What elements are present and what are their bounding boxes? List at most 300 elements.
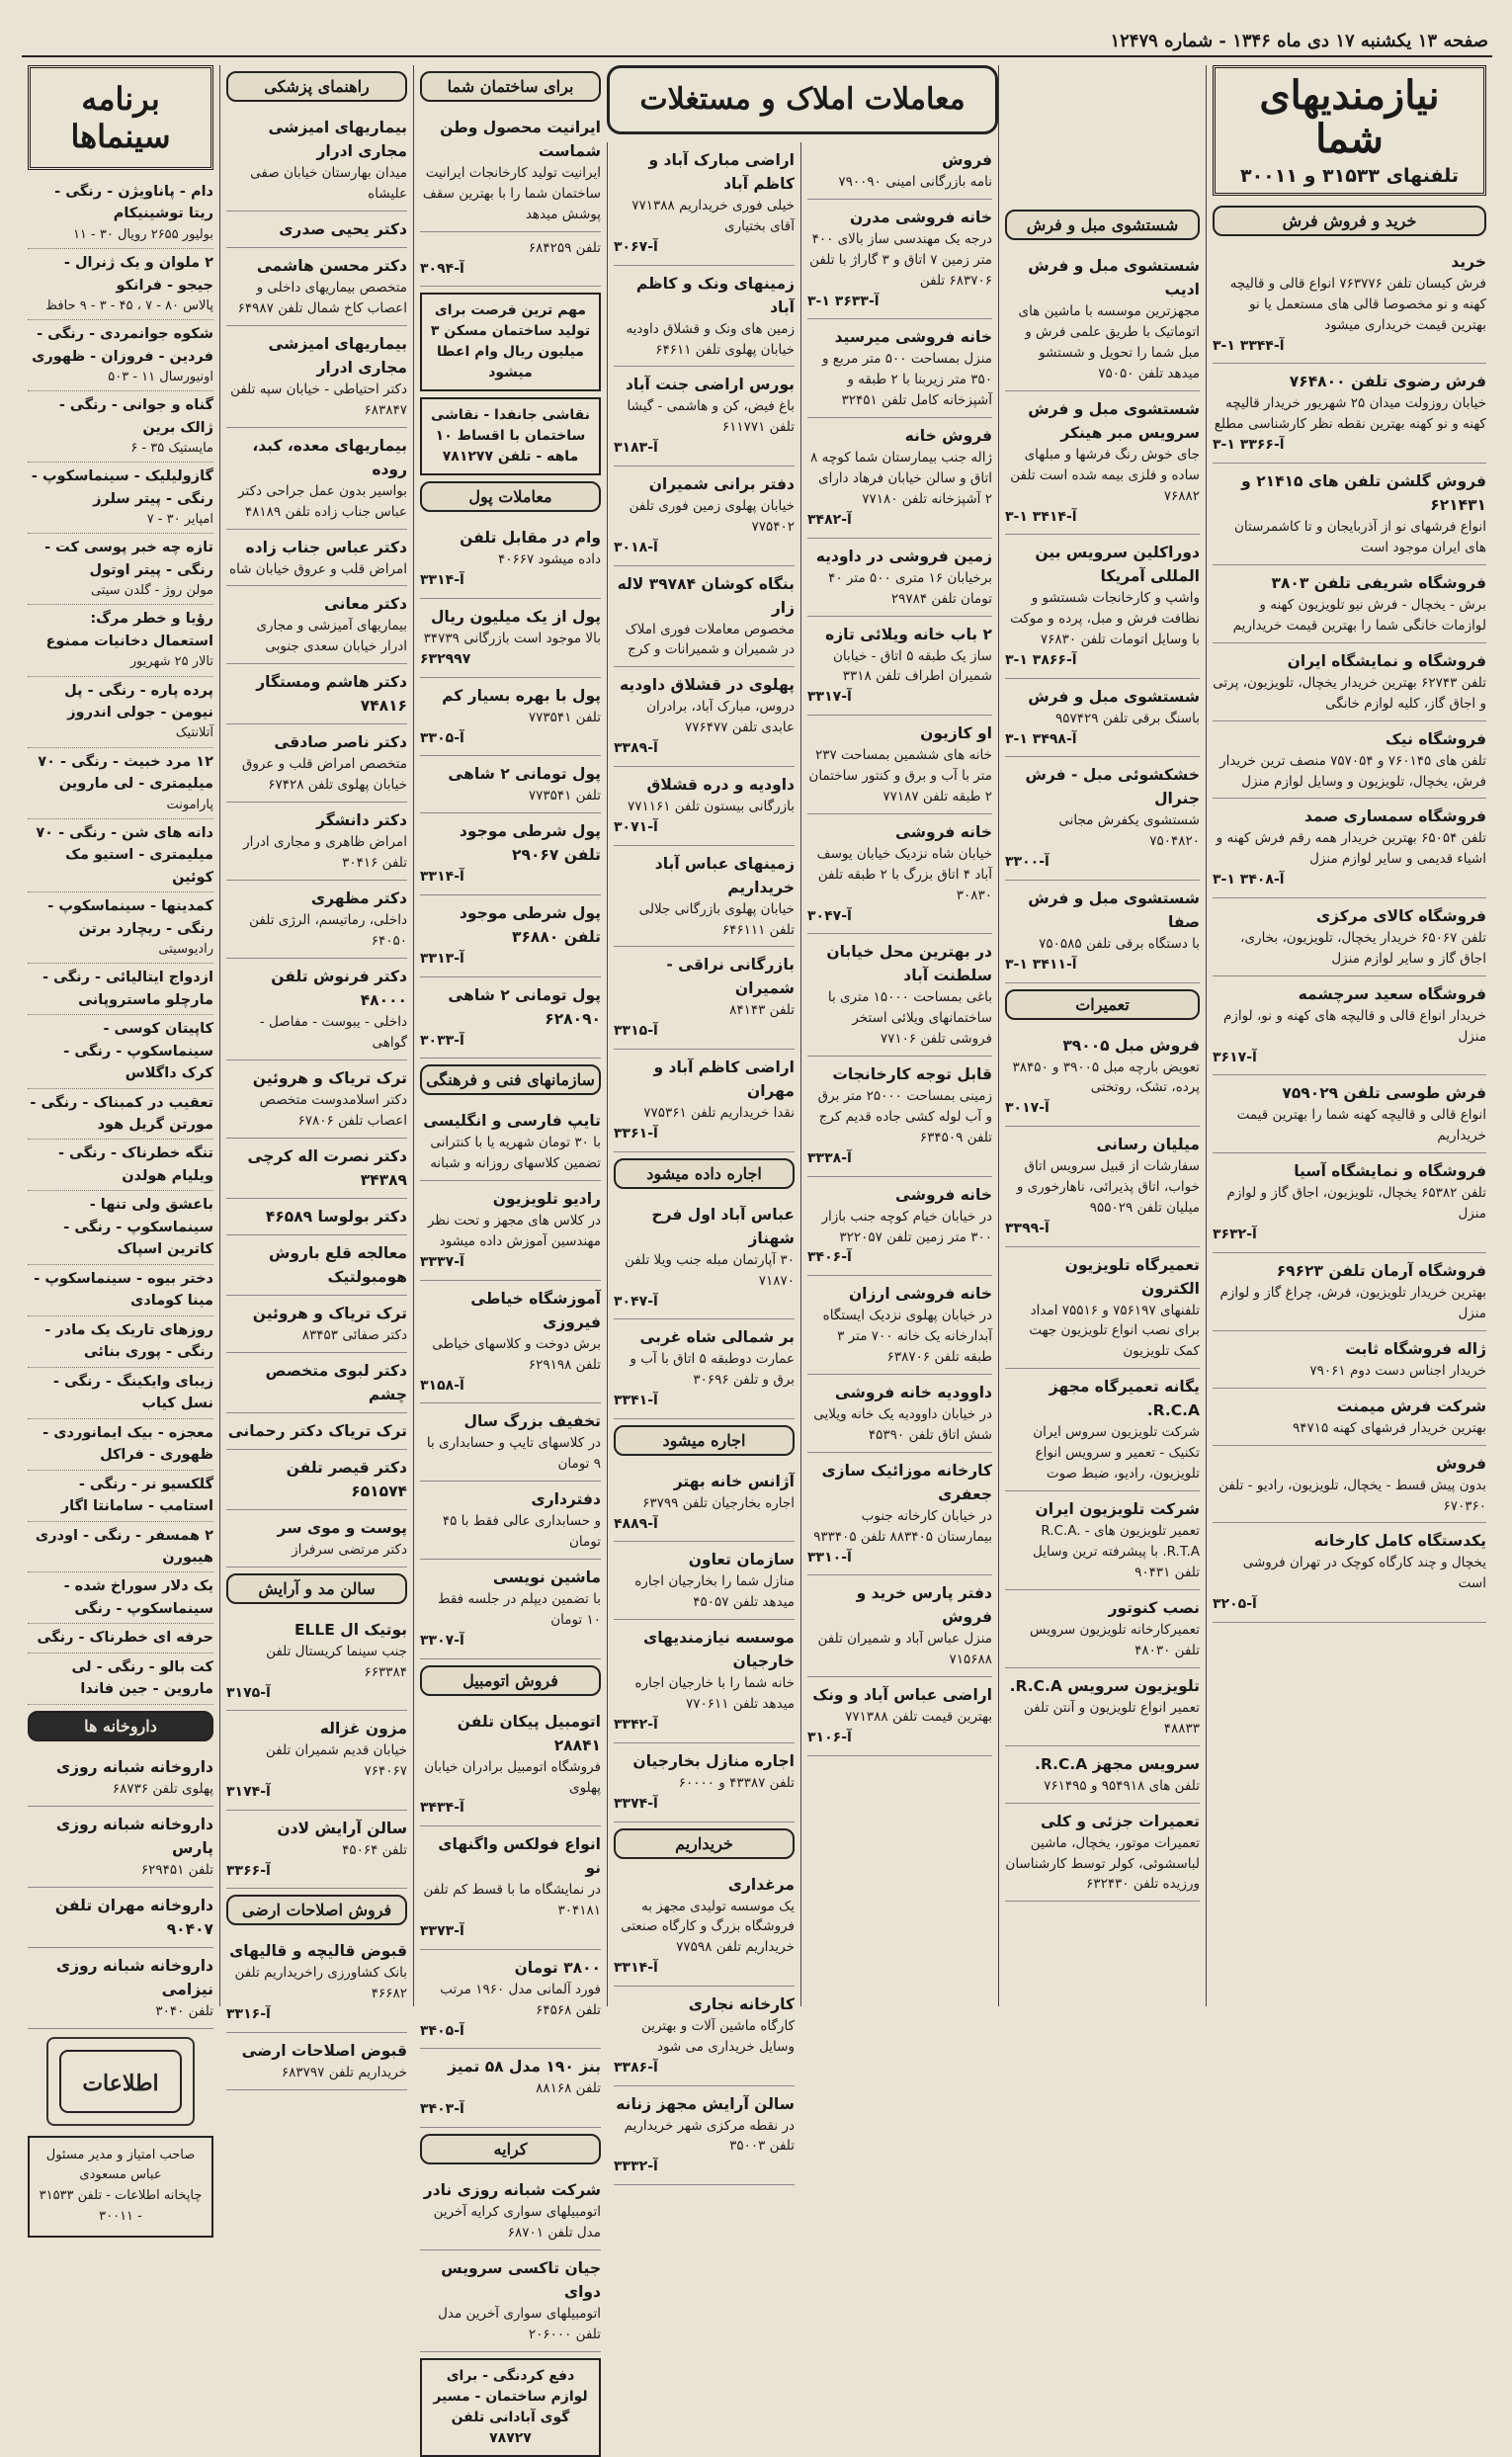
- ad-footer-code: آ-۳۳۳۸: [807, 1149, 852, 1166]
- ad-title: بنز ۱۹۰ مدل ۵۸ تمیز: [448, 2058, 601, 2076]
- ad-title: خانه فروشی: [895, 1185, 992, 1204]
- ad-title: دکتر یحیی صدری: [279, 219, 407, 238]
- ad-footer-code: آ-۳۰۳۳: [420, 1032, 464, 1049]
- classified-ad: [614, 266, 795, 368]
- classified-ad: [1213, 364, 1486, 464]
- ad-title: ترک تریاک دکتر رحمانی: [227, 1421, 407, 1440]
- ad-list: [614, 1464, 795, 1822]
- ad-footer-code: آ-۳۰۴۷: [614, 1293, 658, 1310]
- classified-ad: [1005, 1746, 1200, 1804]
- ad-footer-code: آ-۳۳۴۲: [614, 1717, 658, 1734]
- classified-ad: [420, 2250, 601, 2352]
- ad-body: تالار ۲۵ شهریور: [129, 654, 213, 670]
- ad-title: بورس اراضی جنت آباد: [625, 376, 795, 394]
- ad-title: فروش مبل ۳۹۰۰۵: [1062, 1036, 1200, 1055]
- classified-ad: [614, 1620, 795, 1743]
- classified-ad: [807, 814, 992, 934]
- ad-body: تلفن ۶۵۰۶۷ خریدار یخچال، تلویزیون، بخاری، اجاق گاز و سایر لوازم منزل: [1240, 930, 1486, 967]
- ad-title: پول با بهره بسیار کم: [442, 686, 601, 705]
- classified-ad: [807, 1177, 992, 1277]
- ad-title: معالجه قلع باروش هومبولتیک: [269, 1243, 407, 1286]
- ad-body: منزل عباس آباد و شمیران تلفن ۷۱۵۶۸۸: [817, 1631, 992, 1668]
- classified-ad: [807, 142, 992, 200]
- column-land-rent: [607, 142, 800, 2175]
- classified-ad: [420, 2049, 601, 2128]
- ad-title: سالن آرایش مجهز زنانه: [616, 2094, 795, 2113]
- ad-title: شرکت فرش میمنت: [1336, 1397, 1486, 1415]
- ad-body: برش دوخت و کلاسهای خیاطی تلفن ۶۲۹۱۹۸: [432, 1335, 601, 1373]
- classified-ad: [226, 212, 407, 248]
- ad-footer-code: آ-۳۱۰۶: [807, 1730, 852, 1746]
- ad-title: مزون غزاله: [319, 1720, 407, 1738]
- ad-body: اتومبیلهای سواری کرایه آخرین مدل تلفن ۶۸۷۰۱: [433, 2203, 601, 2241]
- ad-body: در خیابان خیام کوچه جنب بازار ۳۰۰ متر زمین تلفن ۳۲۲۰۵۷: [821, 1208, 992, 1245]
- ad-body: سفارشات از قبیل سرویس اتاق خواب، اتاق پذیرائی، ناهارخوری و میلیان تلفن ۹۵۵۰۲۹: [1016, 1158, 1200, 1216]
- classified-ad: [1005, 679, 1200, 758]
- classified-ad: [226, 428, 407, 530]
- ad-body: خیابان قدیم شمیران تلفن ۷۶۴۰۶۷: [265, 1742, 407, 1780]
- classified-ad: [1213, 898, 1486, 976]
- ad-body: خیابان پهلوی زمین فوری تلفن ۷۷۵۴۰۲: [629, 498, 795, 535]
- classified-ad: [614, 767, 795, 846]
- classified-ad: [226, 110, 407, 212]
- classified-ad: [1005, 391, 1200, 535]
- ad-title: شستشوی مبل و فرش ادیب: [1028, 257, 1200, 299]
- classified-ad: [807, 1575, 992, 1677]
- ad-body: در خیابان داوودیه یک خانه ویلایی شش اتاق تلفن ۴۵۳۹۰: [813, 1405, 992, 1443]
- ad-footer-code: آ-۳۳۰۷: [420, 1632, 464, 1649]
- ad-body: بواسیر بدون عمل جراحی دکتر عباس جناب زاده تلفن ۴۸۱۸۹: [238, 482, 407, 520]
- ad-title: کت بالو - رنگی - لی ماروین - جین فاندا: [71, 1658, 213, 1698]
- ad-footer-code: آ-۳۶۳۲: [1213, 1227, 1257, 1243]
- ad-title: فروشگاه سمساری صمد: [1303, 807, 1486, 826]
- section-header-rent-wanted: اجاره میشود: [614, 1425, 795, 1456]
- ad-footer-code: آ-۳۳۸۶: [614, 2059, 658, 2076]
- ad-body: خریدار اجناس دست دوم ۷۹۰۶۱: [1309, 1362, 1486, 1379]
- classified-ad: [420, 1482, 601, 1560]
- ad-footer-code: آ-۳۱۸۳: [614, 440, 658, 457]
- ad-body: ساز یک طبقه ۵ اتاق - خیابان شمیران اطراف تلفن ۳۳۱۸: [833, 647, 992, 685]
- ad-body: با تضمین دیپلم در جلسه فقط ۱۰ تومان: [438, 1591, 601, 1628]
- column-cinema: [22, 65, 219, 2225]
- classified-ad: [614, 1319, 795, 1419]
- classified-ad: [226, 664, 407, 724]
- cinema-listing: [28, 1624, 213, 1652]
- ad-title: ۲ همسفر - رنگی - اودری هیبورن: [35, 1527, 213, 1566]
- ad-title: شرکت تلویزیون ایران: [1035, 1500, 1200, 1519]
- ad-body: جنب سینما کریستال تلفن ۶۶۳۳۸۴: [266, 1643, 407, 1680]
- classified-ad: [807, 1276, 992, 1375]
- ad-footer-code: آ-۳۱۷۵: [226, 1684, 271, 1701]
- cinema-listing: [28, 1191, 213, 1264]
- ad-body: مجهزترین موسسه با ماشین های اتوماتیک با طریق علمی فرش و مبل شما را تحویل و شستشو میدهد تلفن ۷۵۰۵۰: [1018, 303, 1200, 381]
- ad-title: پوست و موی سر: [277, 1518, 407, 1537]
- ad-body: تلفن ۴۵۰۶۴: [342, 1841, 407, 1858]
- ad-body: زمین های ونک و قشلاق داودیه خیابان پهلوی تلفن ۶۴۶۱۱: [626, 320, 795, 358]
- classified-ad: [1213, 799, 1486, 898]
- ad-title: ماشین نویسی: [492, 1568, 601, 1587]
- column-cleaning: [998, 65, 1206, 2006]
- cinema-listing: [28, 748, 213, 819]
- ad-title: تعمیرگاه تلویزیون الکترون: [1064, 1255, 1200, 1298]
- classified-ad: [420, 110, 601, 232]
- ad-title: دکتر هاشم ومستگار ۷۴۸۱۶: [256, 673, 407, 716]
- ad-body: برخیابان ۱۶ متری ۵۰۰ متر ۴۰ تومان تلفن ۲۹۷۸۴: [828, 569, 992, 607]
- ad-title: زمینهای ونک و کاظم آباد: [635, 274, 795, 316]
- folio-text: صفحه ۱۳ یکشنبه ۱۷ دی ماه ۱۳۴۶ - شماره ۱۲۴۷۹: [1110, 31, 1488, 51]
- classified-ad: [420, 1950, 601, 2050]
- ad-body: انواع فرشهای نو از آذربایجان و تا کاشمرستان های ایران موجود است: [1233, 519, 1486, 555]
- ad-title: پول شرطی موجود تلفن ۳۶۸۸۰: [459, 903, 601, 946]
- ad-title: دام - پاناویژن - رنگی - ریتا توشینیکام: [54, 184, 213, 222]
- classified-ad: [28, 1807, 213, 1888]
- ad-title: فرش طوسی تلفن ۷۵۹۰۲۹: [1282, 1084, 1486, 1103]
- classified-ad: [226, 326, 407, 428]
- classified-ad: [614, 1050, 795, 1152]
- ad-title: داروخانه شبانه روزی: [55, 1757, 213, 1776]
- ad-title: فروشگاه نیک: [1385, 729, 1486, 748]
- classified-ad: [614, 466, 795, 566]
- ad-body: اونیورسال ۱۱ - ۵۰۳: [108, 370, 213, 385]
- ad-title: اجاره منازل بخارجیان: [632, 1751, 795, 1770]
- ad-body: دکتر احتیاطی - خیابان سپه تلفن ۶۸۳۸۴۷: [230, 381, 407, 418]
- classified-ad: [420, 1403, 601, 1482]
- ad-title: خشکشوئی مبل - فرش جنرال: [1025, 766, 1200, 808]
- ad-body: منزل بمساحت ۵۰۰ متر مربع و ۳۵۰ متر زیربنا با ۲ طبقه و آشپزخانه کامل تلفن ۳۲۴۵۱: [821, 351, 992, 409]
- ad-title: خانه فروشی میرسید: [834, 328, 992, 347]
- section-header-cleaning: شستشوی مبل و فرش: [1005, 210, 1200, 240]
- ad-body: تلفن ۶۲۷۴۳ بهترین خریدار یخچال، تلویزیون، پرتی و اجاق گاز، کلیه لوازم خانگی: [1213, 674, 1486, 712]
- ad-footer-code: آ-۳۳۰۵: [420, 729, 464, 746]
- classified-ad: [614, 947, 795, 1050]
- ad-title: گازولیلیک - سینماسکوپ - رنگی - پیتر سلرز: [31, 468, 213, 507]
- ad-footer-code: آ-۳۴۳۴: [420, 1800, 464, 1817]
- ad-title: اراضی عباس آباد و ونک: [812, 1686, 992, 1705]
- cinema-listing: [28, 1368, 213, 1419]
- ad-title: سالن آرایش لادن: [277, 1819, 407, 1837]
- ad-title: دکتر محسن هاشمی: [256, 256, 407, 275]
- ad-list: [420, 1103, 601, 1658]
- ad-title: ۳۸۰۰ تومان: [514, 1958, 601, 1977]
- ad-body: خانه های ششمین بمساحت ۲۳۷ متر با آب و برق و کنتور ساختمان ۲ طبقه تلفن ۷۷۱۸۷: [808, 747, 992, 805]
- ad-title: اراضی مبارک آباد و کاظم آباد: [648, 151, 795, 194]
- ad-footer-code: آ-۳۳۸۹: [614, 740, 658, 757]
- ad-footer-code: آ-۳۳۱۴: [420, 869, 464, 886]
- ad-body: در کلاسهای تایپ و حسابداری با ۹ تومان: [426, 1435, 601, 1473]
- ad-footer-code: آ-۳۳۶۶: [226, 1862, 271, 1879]
- owner-line: صاحب امتیاز و مدیر مسئول عباس مسعودی: [45, 2147, 196, 2183]
- ad-title: تایپ فارسی و انگلیسی: [423, 1112, 601, 1131]
- ad-title: زیبای وایکینگ - رنگی - نسل کیاب: [52, 1373, 213, 1412]
- ad-body: امپایر ۳۰ - ۷: [146, 512, 213, 528]
- ad-body: ژاله جنب بیمارستان شما کوچه ۸ اتاق و سالن خیابان فرهاد دارای ۲ آشپزخانه تلفن ۷۷۱۸۰: [810, 450, 992, 508]
- classified-ad: [1005, 1804, 1200, 1903]
- section-header-money: معاملات پول: [420, 481, 601, 512]
- classified-ad: [614, 1987, 795, 2086]
- ad-title: ترک تریاک و هروئین: [252, 1068, 407, 1087]
- classified-ad: [420, 678, 601, 757]
- ad-title: فرش رضوی تلفن ۷۶۴۸۰۰: [1289, 373, 1486, 391]
- ad-title: کارخانه موزائیک سازی جعفری: [821, 1461, 992, 1503]
- ad-body: مایستیک ۳۵ - ۶: [130, 441, 213, 457]
- ad-list: [420, 520, 601, 1059]
- classified-ad: [1213, 1446, 1486, 1524]
- ad-title: داروخانه مهران تلفن ۹۰۴۰۷: [54, 1896, 213, 1938]
- ad-footer-code: آ-۳۳۰۰: [1005, 854, 1050, 871]
- ad-body: آتلانتیک: [175, 725, 213, 741]
- ad-body: اتومبیلهای سواری آخرین مدل تلفن ۲۰۶۰۰۰: [438, 2305, 601, 2342]
- ad-title: بنگاه کوشان ۳۹۷۸۴ لاله زار: [617, 574, 795, 617]
- ad-footer-code: آ-۳۰۷۱: [614, 818, 658, 835]
- cinema-listing: [28, 1089, 213, 1141]
- cinema-listing: [28, 534, 213, 605]
- ad-footer-code: آ-۳۱۷۴: [226, 1784, 271, 1801]
- ad-body: خیابان شاه نزدیک خیابان یوسف آباد ۴ اتاق بزرگ با ۲ طبقه تلفن ۳۰۸۳۰: [816, 845, 992, 903]
- ad-body: زمینی بمساحت ۲۵۰۰۰ متر برق و آب لوله کشی جاده قدیم کرج تلفن ۶۳۴۵۰۹: [817, 1088, 992, 1145]
- ad-footer-code: آ-۳۰۱۸: [614, 539, 658, 555]
- ad-title: فروش: [1436, 1454, 1486, 1473]
- masthead-phones: تلفنهای ۳۱۵۳۳ و ۳۰۰۱۱: [1239, 165, 1460, 187]
- classified-ad: [1213, 565, 1486, 643]
- ad-title: خانه فروشی مدرن: [849, 208, 992, 226]
- ad-footer-code: ۳-۱ آ-۳۴۹۸: [1005, 730, 1077, 747]
- ad-body: تلفن های ۹۵۴۹۱۸ و ۷۶۱۴۹۵: [1044, 1777, 1200, 1794]
- ad-body: تلفن ۴۳۳۸۷ و ۶۰۰۰۰: [678, 1774, 795, 1791]
- ad-body: تلفن ۶۵۰۵۴ بهترین خریدار همه رقم فرش کهنه و اشیاء قدیمی و سایر لوازم منزل: [1216, 830, 1486, 868]
- ad-body: داخلی، رماتیسم، الرژی تلفن ۶۴۰۵۰: [249, 912, 407, 949]
- classified-ad: [28, 1749, 213, 1807]
- ad-footer-code: آ-۳۳۷۳: [420, 1923, 464, 1940]
- ad-list: [614, 1867, 795, 2186]
- ad-list: [226, 1933, 407, 2089]
- classified-ad: [807, 716, 992, 814]
- ad-title: خرید: [1451, 253, 1486, 271]
- ad-title: پول تومانی ۲ شاهی ۶۲۸۰۹۰: [448, 985, 601, 1028]
- ad-list: [807, 142, 992, 1756]
- ad-title: ۲ باب خانه ویلائی تازه: [825, 625, 992, 643]
- ad-title: کارخانه نجاری: [688, 1994, 795, 2013]
- ad-title: مرغداری: [727, 1875, 795, 1894]
- ad-footer-code: آ-۳۱۵۸: [420, 1377, 464, 1394]
- classified-ad: [226, 1199, 407, 1235]
- classified-ad: [807, 200, 992, 319]
- classified-ad: [226, 1235, 407, 1296]
- ad-body: دکتر اسلامدوست متخصص اعصاب تلفن ۶۷۸۰۶: [259, 1091, 407, 1129]
- ad-body: بازرگانی بیستون تلفن ۷۷۱۱۶۱: [627, 798, 795, 814]
- ad-title: حرفه ای خطرناک - رنگی: [37, 1630, 213, 1647]
- classified-ad: [1213, 1075, 1486, 1153]
- ad-body: بهترین قیمت تلفن ۷۷۱۳۸۸: [845, 1709, 992, 1726]
- classified-ad: [1213, 1253, 1486, 1331]
- ad-body: بانک کشاورزی راخریداریم تلفن ۴۶۶۸۲: [234, 1965, 407, 2002]
- classified-ad: [226, 803, 407, 881]
- ad-footer-code: آ-۳۰۶۷: [614, 238, 658, 255]
- ad-title: تازه چه خبر پوسی کت - رنگی - پیتر اوتول: [44, 540, 213, 578]
- ad-body: تلفن ۳۰۴۰: [155, 2002, 213, 2019]
- ad-footer-code: ۳-۱ آ-۳۴۰۸: [1213, 872, 1285, 889]
- classified-ad: [1005, 248, 1200, 391]
- classified-ad: [226, 2033, 407, 2090]
- ad-title: خانه فروشی ارزان: [848, 1285, 992, 1304]
- ad-body: درجه یک مهندسی ساز بالای ۴۰۰ متر زمین ۷ اتاق و ۳ گاراژ با تلفن ۶۸۳۷۰۶ تلفن: [809, 230, 992, 289]
- classified-ad: [807, 539, 992, 617]
- classified-ad: [1213, 1331, 1486, 1389]
- ad-footer-code: آ-۳۴۸۲: [807, 511, 852, 528]
- ad-body: دکتر مرتضی سرفراز: [292, 1541, 407, 1558]
- cinema-listing: [28, 1316, 213, 1368]
- ad-footer-code: آ-۳۳۳۷: [420, 1254, 464, 1271]
- classified-ad: [28, 1888, 213, 1948]
- ad-body: نامه بازرگانی امینی ۷۹۰۰۹۰: [838, 174, 992, 191]
- classified-ad: [807, 1375, 992, 1453]
- ad-body: خریدار انواع قالی و قالیچه های کهنه و نو، لوازم منزل: [1222, 1007, 1486, 1045]
- classified-ad: [420, 1826, 601, 1950]
- cinema-listing: [28, 1572, 213, 1624]
- classified-ad: [1005, 881, 1200, 983]
- logo-seal-icon: [56, 2047, 185, 2116]
- ad-title: تنگه خطرناک - رنگی - ویلیام هولدن: [57, 1145, 213, 1184]
- ad-body: تلفن ۷۷۳۵۴۱: [528, 788, 601, 805]
- ad-body: جای خوش رنگ فرشها و مبلهای ساده و فلزی بیمه شده است تلفن ۷۶۸۸۲: [1010, 446, 1200, 504]
- ad-body: تلفنهای ۷۵۶۱۹۷ و ۷۵۵۱۶ امداد برای نصب انواع تلویزیون جهت کمک تلویزیون: [1029, 1302, 1200, 1360]
- ad-title: آژانس خانه بهتر: [673, 1472, 795, 1490]
- ad-title: یکدستگاه کامل کارخانه: [1313, 1532, 1486, 1551]
- ad-body: میدان بهارستان خیابان صفی علیشاه: [250, 165, 407, 202]
- classified-ad: [1213, 643, 1486, 721]
- ad-body: خریداریم تلفن ۶۸۳۷۹۷: [281, 2064, 407, 2080]
- classified-ad: [420, 232, 601, 288]
- ad-list: [420, 2172, 601, 2352]
- classified-ad: [420, 2172, 601, 2250]
- classified-ad: [226, 1711, 407, 1811]
- classified-ad: [614, 566, 795, 668]
- ad-body: بدون پیش قسط - یخچال، تلویزیون، رادیو - تلفن ۶۷۰۳۶۰: [1218, 1477, 1486, 1514]
- ad-footer-code: آ-۳۳۶۱: [614, 1126, 658, 1143]
- ad-body: باسنگ برقی تلفن ۹۵۷۴۲۹: [1055, 710, 1200, 726]
- ad-body: تعمیر تلویزیون های R.C.A. - R.T.A. با پیشرفته ترین وسایل تلفن ۹۰۴۳۱: [1033, 1523, 1200, 1580]
- classified-ad: [807, 319, 992, 418]
- ad-title: باعشق ولی تنها - سینماسکوپ - رنگی - کاترین اسپاک: [63, 1197, 213, 1258]
- ad-title: سازمان تعاون: [688, 1551, 795, 1569]
- ad-title: روزهای تاریک یک مادر - رنگی - پوری بنائی: [44, 1321, 213, 1361]
- section-header-rental: کرایه: [420, 2134, 601, 2164]
- classified-ad: [226, 1296, 407, 1353]
- ad-title: آموزشگاه خیاطی فیروزی: [470, 1289, 601, 1331]
- ad-title: قابل توجه کارخانجات: [832, 1065, 992, 1084]
- ad-body: فروشگاه اتومبیل برادران خیابان پهلوی: [424, 1758, 601, 1796]
- cinema-listing: [28, 964, 213, 1015]
- ad-footer-code: آ-۳۳۱۶: [226, 2006, 271, 2023]
- ad-body: مخصوص معاملات فوری املاک در شمیران و شمیرانات و کرج: [625, 621, 795, 658]
- classified-ad: [807, 418, 992, 538]
- cinema-listing: [28, 677, 213, 748]
- ad-footer-code: آ-۳۳۱۳: [420, 950, 464, 967]
- ad-title: دختر بیوه - سینماسکوپ - مینا کومادی: [34, 1270, 213, 1310]
- classified-ad: [1005, 535, 1200, 678]
- ad-body: منازل شما را بخارجیان اجاره میدهد تلفن ۴۵۰۵۷: [634, 1573, 795, 1611]
- classified-ad: [226, 1139, 407, 1199]
- classified-ad: [226, 586, 407, 664]
- ad-footer-code: آ-۳۳۴۱: [614, 1393, 658, 1409]
- ad-body: تلفن ۶۸۴۲۵۹: [528, 239, 601, 256]
- ad-title: داوودیه خانه فروشی: [834, 1383, 992, 1401]
- ad-title: پول از یک میلیون ریال: [430, 608, 601, 627]
- classified-ad: [614, 142, 795, 266]
- ad-title: ترک تریاک و هروئین: [252, 1304, 407, 1322]
- ad-title: ۱۲ مرد خبیث - رنگی - ۷۰ میلیمتری - لی ماروین: [38, 753, 213, 793]
- ad-body: برش - یخچال - فرش نیو تلویزیون کهنه و لوازمات خانگی شما را بهترین قیمت خریداریم: [1232, 596, 1486, 634]
- ad-body: در خیابان کارخانه جنوب بیمارستان ۸۸۳۴۰۵ تلفن ۹۳۳۴۰۵: [813, 1507, 992, 1545]
- ad-footer-code: آ-۳۰۹۴: [420, 260, 464, 277]
- ad-body: فرش کیسان تلفن ۷۶۳۷۷۶ انواع قالی و قالیچه کهنه و نو مخصوصا قالی های مستعمل یا نو بهترین قیمت خریداری میشود: [1229, 276, 1486, 333]
- ad-body: بهترین خریدار فرشهای کهنه ۹۴۷۱۵: [1293, 1419, 1486, 1436]
- classified-ad: [614, 1743, 795, 1822]
- section-header-repairs: تعمیرات: [1005, 989, 1200, 1020]
- ad-body: با دستگاه برقی تلفن ۷۵۰۵۸۵: [1039, 935, 1200, 952]
- classified-ad: [1005, 1491, 1200, 1590]
- ad-body: تعمیرکارخانه تلویزیون سرویس تلفن ۴۸۰۳۰: [1030, 1621, 1200, 1658]
- ad-body: تلفن ۶۲۹۴۵۱: [140, 1861, 213, 1878]
- ad-body: داخلی - یبوست - مفاصل - گواهی: [259, 1013, 407, 1051]
- ad-body: عمارت دوطبقه ۵ اتاق با آب و برق و تلفن ۳۰۶۹۶: [630, 1351, 795, 1389]
- classified-ad: [614, 667, 795, 767]
- ad-footer-code: ۳-۱ آ-۳۸۶۶: [1005, 652, 1077, 668]
- classified-ad: [807, 934, 992, 1057]
- ad-body: امراض ظاهری و مجاری ادرار تلفن ۳۰۴۱۶: [243, 834, 407, 872]
- section-header-buying: خریداریم: [614, 1828, 795, 1859]
- ad-title: تخفیف بزرگ سال: [463, 1412, 601, 1431]
- ad-footer-code: آ-۳۳۱۴: [420, 572, 464, 589]
- ad-body: واشپ و کارخانجات شستشو و نظافت فرش و مبل، پرده و موکت با وسایل اتومات تلفن ۷۶۸۳۰: [1010, 590, 1200, 648]
- cinema-listing: [28, 1653, 213, 1705]
- classified-ad: [226, 248, 407, 326]
- section-header-building: برای ساختمان شما: [420, 71, 601, 102]
- classified-ad: [420, 1181, 601, 1281]
- ad-body: در نمایشگاه ما با قسط کم تلفن ۳۰۴۱۸۱: [423, 1882, 601, 1919]
- ad-list: [614, 1197, 795, 1419]
- classified-ad: [614, 367, 795, 466]
- ad-title: بوتیک ال ELLE: [294, 1620, 407, 1639]
- ad-body: پارامونت: [166, 797, 213, 812]
- ad-body: مولن روژ - گلدن سیتی: [90, 583, 213, 599]
- column-real-estate: [800, 142, 998, 2006]
- ad-footer-code: ۳-۱ آ-۳۳۴۴: [1213, 337, 1285, 354]
- ad-title: شستشوی مبل و فرش صفا: [1028, 889, 1200, 931]
- cinema-listing: [28, 320, 213, 391]
- ad-title: فروش: [942, 151, 992, 169]
- ad-title: داروخانه شبانه روزی نیزامی: [55, 1956, 213, 1998]
- ad-body: رادیوسیتی: [158, 942, 213, 958]
- ad-body: انواع قالی و قالیچه کهنه شما را بهترین قیمت خریداریم: [1236, 1107, 1486, 1144]
- section-header-carpet: خرید و فروش فرش: [1213, 206, 1486, 236]
- ad-body: پهلوی تلفن ۶۸۷۳۶: [112, 1780, 213, 1797]
- ad-title: خانه فروشی: [895, 822, 992, 841]
- ad-footer-code: آ-۴۸۸۹: [614, 1515, 658, 1532]
- ad-title: پهلوی در قشلاق داودیه: [620, 676, 795, 695]
- ad-title: زمین فروشی در داودیه: [815, 547, 992, 565]
- classified-ad: [226, 1811, 407, 1890]
- classified-ad: [226, 1413, 407, 1450]
- classified-ad: [28, 1948, 213, 2029]
- ad-title: پول شرطی موجود تلفن ۲۹۰۶۷: [459, 822, 601, 865]
- ad-title: موسسه نیازمندیهای خارجیان: [643, 1629, 795, 1671]
- ad-title: میلیان رسانی: [1096, 1136, 1200, 1154]
- ad-title: بیماریهای معده، کبد، روده: [252, 436, 407, 478]
- classified-ad: [226, 1612, 407, 1712]
- classified-ad: [420, 1704, 601, 1827]
- newspaper-page: [22, 18, 1492, 2446]
- ad-body: داده میشود ۴۰۶۶۷: [497, 551, 601, 568]
